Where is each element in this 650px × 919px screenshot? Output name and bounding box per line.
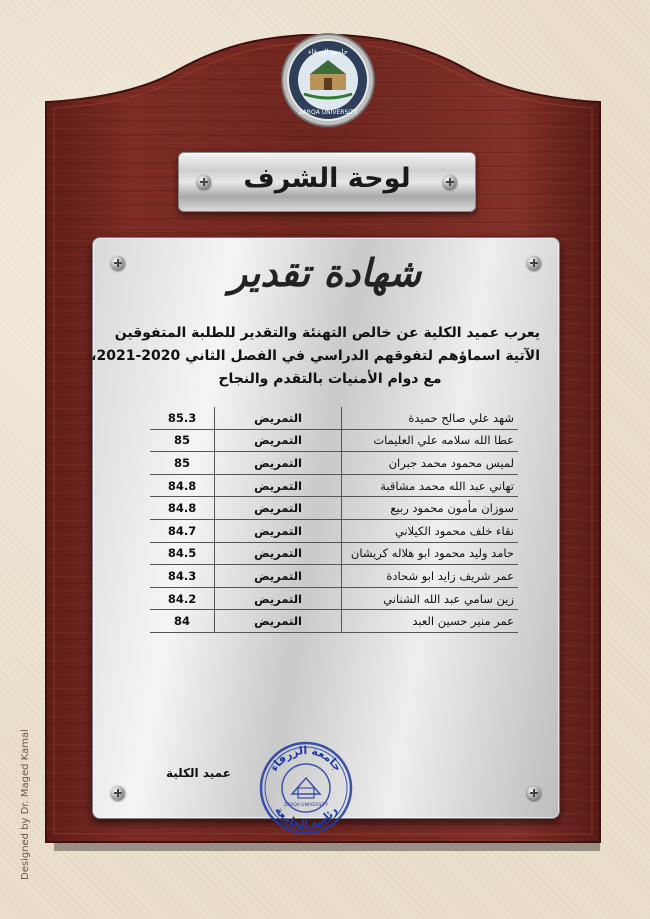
intro-line: مع دوام الأمنيات بالتقدم والنجاح	[218, 371, 442, 387]
table-row	[150, 587, 518, 610]
student-grade: 85	[150, 429, 215, 452]
table-row	[150, 519, 518, 542]
table-row	[150, 452, 518, 475]
stamp-inner-text: ZARQA UNIVERSITY	[283, 803, 329, 808]
university-logo	[280, 32, 376, 128]
student-department: التمريض	[215, 407, 342, 429]
student-grade: 84.7	[150, 519, 215, 542]
stamp-top-text: جامعة الزرقاء	[267, 743, 345, 774]
student-department: التمريض	[215, 474, 342, 497]
student-department: التمريض	[215, 610, 342, 633]
logo-text-arabic: جامعة الزرقاء	[308, 48, 348, 56]
student-department: التمريض	[215, 542, 342, 565]
student-grade: 84.8	[150, 474, 215, 497]
student-name: نقاء خلف محمود الكيلاني	[342, 519, 518, 542]
stamp-bottom-text: رئاسة الجامعة	[272, 804, 340, 831]
intro-text	[91, 322, 540, 391]
student-department: التمريض	[215, 587, 342, 610]
student-name: لميس محمود محمد جبران	[342, 452, 518, 475]
student-name: حامد وليد محمود ابو هلاله كريشان	[342, 542, 518, 565]
student-name: زين سامي عبد الله الشناني	[342, 587, 518, 610]
table-row	[150, 474, 518, 497]
student-grade: 85.3	[150, 407, 215, 429]
screw-icon	[527, 786, 541, 800]
student-name: سوزان مأمون محمود ربيع	[342, 497, 518, 520]
student-name: عمر منير حسين العبد	[342, 610, 518, 633]
university-stamp	[258, 740, 354, 836]
table-row	[150, 565, 518, 588]
student-grade: 85	[150, 452, 215, 475]
logo-text-english: ZARQA UNIVERSITY	[298, 109, 358, 116]
student-name: عطا الله سلامه علي العليمات	[342, 429, 518, 452]
student-department: التمريض	[215, 452, 342, 475]
board-title: لوحة الشرف	[243, 163, 411, 194]
table-row	[150, 497, 518, 520]
intro-line: الآتية اسماؤهم لتفوقهم الدراسي في الفصل الثاني 2020-2021،	[91, 348, 540, 364]
table-row	[150, 407, 518, 429]
student-grade: 84.5	[150, 542, 215, 565]
screw-icon	[111, 786, 125, 800]
student-grade: 84.2	[150, 587, 215, 610]
table-row	[150, 542, 518, 565]
student-grade: 84	[150, 610, 215, 633]
student-department: التمريض	[215, 497, 342, 520]
student-grade: 84.8	[150, 497, 215, 520]
student-name: شهد علي صالح حميدة	[342, 407, 518, 429]
honor-roll-table	[150, 407, 518, 633]
dean-signature-label: عميد الكلية	[166, 766, 231, 780]
table-row	[150, 429, 518, 452]
student-department: التمريض	[215, 565, 342, 588]
designer-credit: Designed by Dr. Maged Kamal	[20, 729, 31, 880]
student-department: التمريض	[215, 429, 342, 452]
table-row	[150, 610, 518, 633]
intro-line: يعرب عميد الكلية عن خالص التهنئة والتقدير للطلبة المتفوقين	[114, 325, 540, 341]
certificate-title: شهادة تقدير	[228, 250, 422, 295]
student-name: تهاني عبد الله محمد مشاقبة	[342, 474, 518, 497]
student-grade: 84.3	[150, 565, 215, 588]
student-name: عمر شريف زايد ابو شحادة	[342, 565, 518, 588]
student-department: التمريض	[215, 519, 342, 542]
title-plate	[178, 152, 476, 212]
